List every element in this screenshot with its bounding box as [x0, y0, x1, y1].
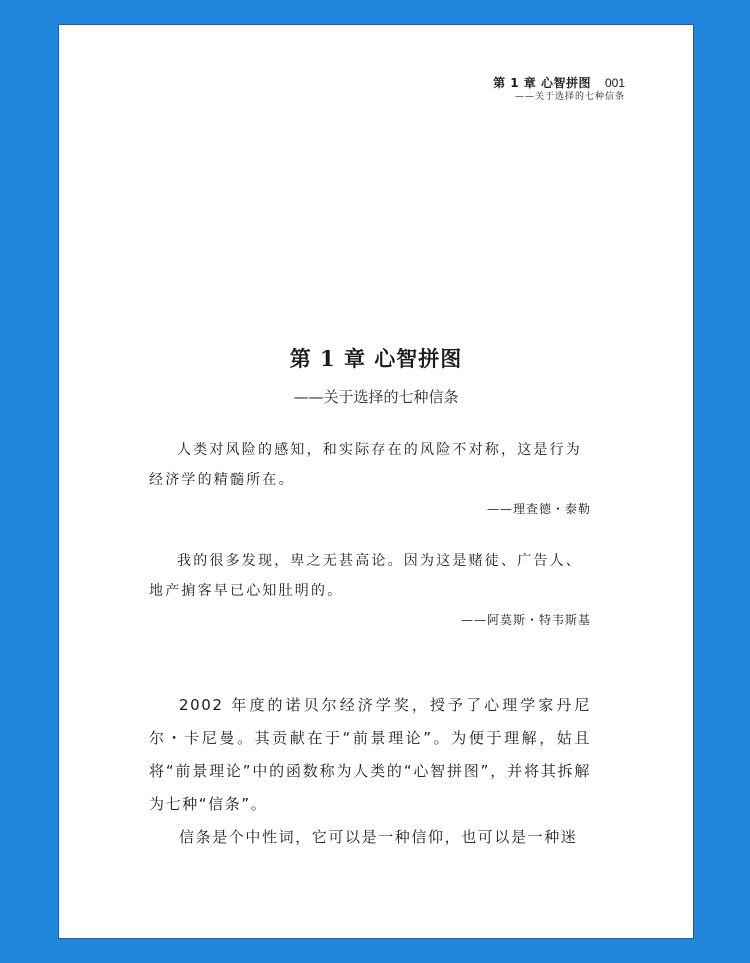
epigraph-2-text: 我的很多发现，卑之无甚高论。因为这是赌徒、广告人、地产掮客早已心知肚明的。 [149, 553, 582, 599]
running-head [493, 75, 625, 104]
epigraph-1-attribution: ——理查德・泰勒 [486, 502, 591, 516]
body-paragraph-1: 2002 年度的诺贝尔经济学奖，授予了心理学家丹尼尔・卡尼曼。其贡献在于“前景理论”。为便于理解，姑且将“前景理论”中的函数称为人类的“心智拼图”，并将其拆解为七种“信条”。 [149, 696, 591, 813]
running-head-chapter: 第 1 章 心智拼图 [493, 76, 591, 90]
book-page [58, 24, 694, 939]
page-number: 001 [604, 76, 625, 90]
chapter-subtitle: ——关于选择的七种信条 [293, 388, 459, 406]
epigraph-2-attribution: ——阿莫斯・特韦斯基 [460, 613, 591, 627]
epigraph-1-text: 人类对风险的感知，和实际存在的风险不对称，这是行为经济学的精髓所在。 [149, 442, 582, 488]
epigraph-2 [149, 546, 591, 631]
body-text [149, 689, 591, 854]
epigraph-1 [149, 435, 591, 520]
body-paragraph-2: 信条是个中性词，它可以是一种信仰，也可以是一种迷 [179, 828, 578, 846]
chapter-title: 第 1 章 心智拼图 [289, 346, 463, 371]
running-head-subtitle: ——关于选择的七种信条 [514, 92, 625, 102]
